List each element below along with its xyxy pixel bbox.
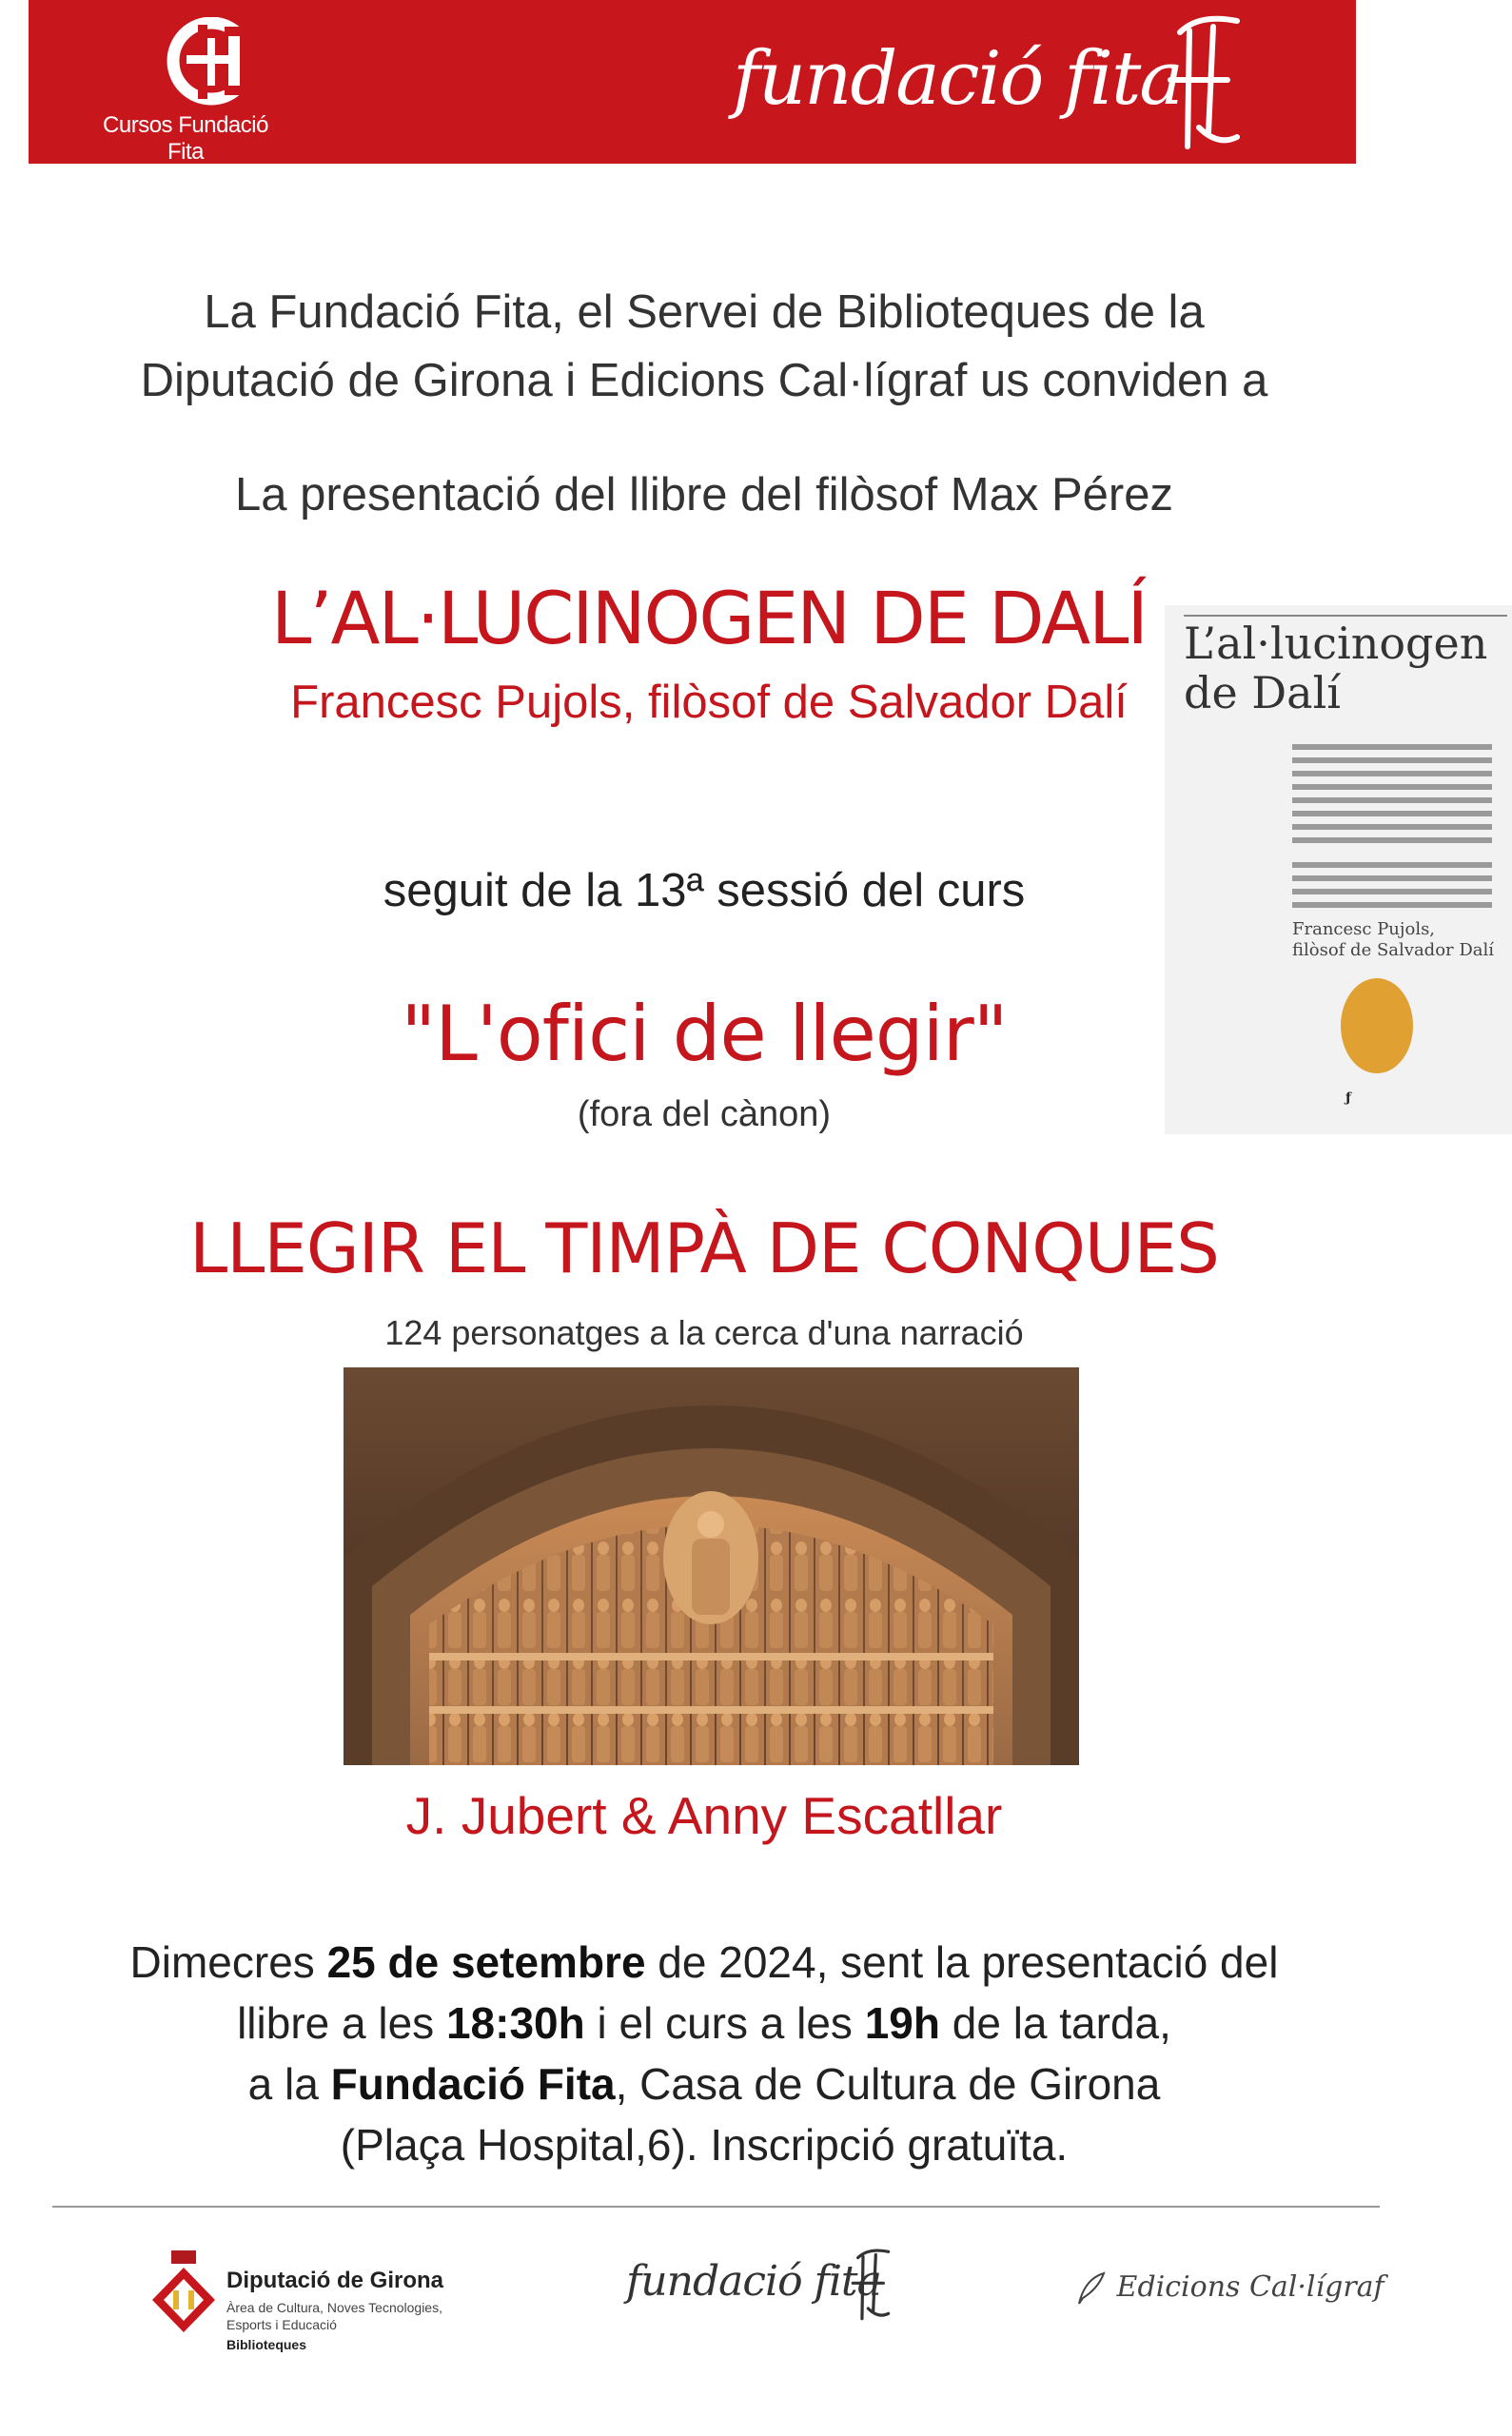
cover-text-line bbox=[1292, 784, 1492, 790]
tympanum-photo bbox=[344, 1367, 1079, 1765]
event-line-1 bbox=[76, 1932, 1332, 1993]
footer-fita-logo: fundació fita bbox=[626, 2257, 881, 2306]
cover-text-line bbox=[1292, 797, 1492, 803]
intro-line-3: La presentació del llibre del filòsof Max Pérez bbox=[235, 469, 1173, 521]
speakers: J. Jubert & Anny Escatllar bbox=[405, 1786, 1003, 1845]
book-title: L’AL·LUCINOGEN DE DALÍ bbox=[271, 576, 1147, 660]
intro-line-2: Diputació de Girona i Edicions Cal·lígraf us conviden a bbox=[140, 355, 1268, 406]
event-text: a la bbox=[247, 2059, 331, 2109]
cover-text-line bbox=[1292, 837, 1492, 843]
diputacio-shield-icon bbox=[150, 2250, 217, 2336]
event-info bbox=[76, 1932, 1332, 2175]
event-text: i el curs a les bbox=[584, 1998, 865, 2048]
courses-logo-icon bbox=[162, 17, 266, 108]
book-subtitle: Francesc Pujols, filòsof de Salvador Dalí bbox=[290, 677, 1128, 728]
event-text: , Casa de Cultura de Girona bbox=[615, 2059, 1161, 2109]
cover-title-line-2: de Dalí bbox=[1184, 667, 1342, 718]
quill-icon bbox=[1075, 2269, 1108, 2308]
calligraf-logo bbox=[1075, 2269, 1384, 2308]
cover-title-line-1: L’al·lucinogen bbox=[1184, 618, 1488, 669]
event-line-4: (Plaça Hospital,6). Inscripció gratuïta. bbox=[340, 2120, 1069, 2170]
cover-subtitle bbox=[1292, 919, 1494, 961]
courses-logo bbox=[90, 17, 281, 165]
event-line-2 bbox=[76, 1993, 1332, 2053]
diputacio-name: Diputació de Girona bbox=[226, 2268, 444, 2293]
diputacio-area-line-2: Esports i Educació bbox=[226, 2317, 337, 2332]
event-date: 25 de setembre bbox=[326, 1937, 646, 1987]
event-text: llibre a les bbox=[237, 1998, 446, 2048]
cover-subtitle-line-2: filòsof de Salvador Dalí bbox=[1292, 940, 1495, 960]
cover-rule bbox=[1184, 615, 1507, 617]
diputacio-unit: Biblioteques bbox=[226, 2337, 307, 2352]
foundation-mark-icon bbox=[1161, 13, 1247, 156]
cover-title bbox=[1184, 619, 1487, 717]
footer-fita-mark-icon bbox=[847, 2248, 894, 2324]
cover-subtitle-line-1: Francesc Pujols, bbox=[1292, 919, 1436, 939]
cover-publisher-mark: ƒ bbox=[1345, 1090, 1352, 1106]
book-time: 18:30h bbox=[445, 1998, 585, 2048]
cover-text-line bbox=[1292, 824, 1492, 830]
cover-text-line bbox=[1292, 811, 1492, 816]
cover-text-line bbox=[1292, 771, 1492, 776]
courses-label: Cursos Fundació Fita bbox=[103, 112, 268, 165]
footer-divider bbox=[52, 2206, 1380, 2208]
cover-text-line bbox=[1292, 757, 1492, 763]
talk-title: LLEGIR EL TIMPÀ DE CONQUES bbox=[189, 1208, 1219, 1288]
cover-text-line bbox=[1292, 744, 1492, 750]
course-time: 19h bbox=[864, 1998, 940, 2048]
event-text: Dimecres bbox=[129, 1937, 327, 1987]
diputacio-area-line-1: Àrea de Cultura, Noves Tecnologies, bbox=[226, 2300, 442, 2315]
event-text: de la tarda, bbox=[939, 1998, 1171, 2048]
egg-icon bbox=[1339, 971, 1415, 1075]
talk-subtitle: 124 personatges a la cerca d'una narració bbox=[384, 1313, 1024, 1352]
calligraf-label: Edicions Cal·lígraf bbox=[1116, 2270, 1384, 2304]
event-text: de 2024, sent la presentació del bbox=[645, 1937, 1279, 1987]
course-title: "L'ofici de llegir" bbox=[401, 990, 1008, 1078]
diputacio-area bbox=[226, 2299, 512, 2333]
foundation-logo-text: fundació fita bbox=[733, 36, 1182, 122]
event-line-3 bbox=[76, 2053, 1332, 2114]
intro-line-1: La Fundació Fita, el Servei de Biblioteques de la bbox=[204, 286, 1205, 338]
event-venue: Fundació Fita bbox=[330, 2059, 616, 2109]
session-line: seguit de la 13ª sessió del curs bbox=[383, 865, 1026, 916]
course-note: (fora del cànon) bbox=[577, 1094, 832, 1134]
